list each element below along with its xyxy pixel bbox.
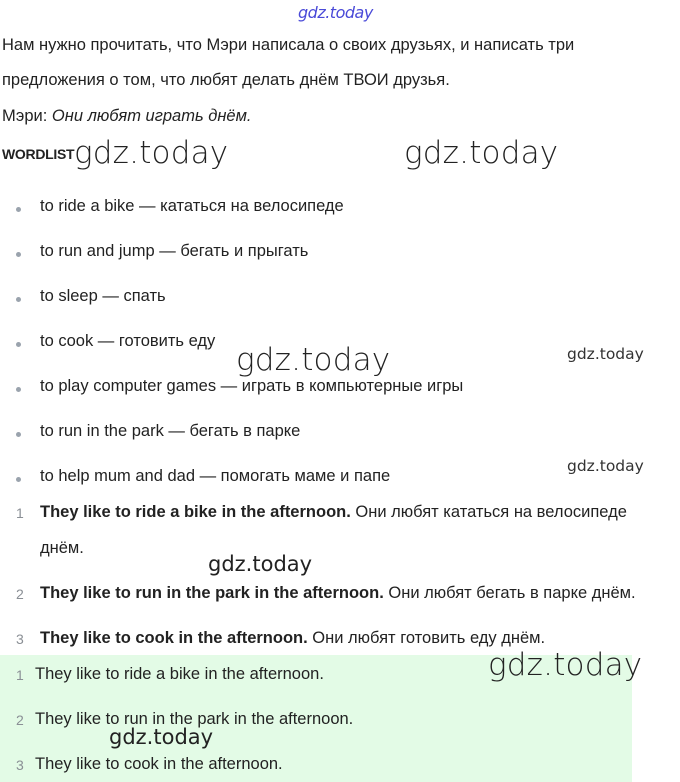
bullet-icon [16,387,21,392]
translation-line [40,584,636,603]
example-text: Они любят играть днём. [51,107,252,125]
answer-sentence: They like to cook in the afternoon. [35,755,283,773]
list-item: to run in the park — бегать в парке [40,422,301,440]
list-item: to ride a bike — кататься на велосипеде [40,197,344,215]
sentence-en: They like to run in the park in the afternoon. [40,584,384,602]
item-number: 1 [16,505,24,521]
watermark-top: gdz.today [298,3,373,22]
example-line [2,107,252,126]
sentence-ru-continued: днём. [40,539,84,557]
list-item: to play computer games — играть в компьютерные игры [40,377,464,395]
bullet-icon [16,342,21,347]
watermark: gdz.today [567,345,644,363]
translation-line [40,503,627,522]
watermark: gdz.today [488,647,643,683]
list-item: to help mum and dad — помогать маме и папе [40,467,391,485]
example-prefix: Мэри: [2,107,52,125]
bullet-icon [16,207,21,212]
translation-line [40,629,545,648]
item-number: 2 [16,586,24,602]
intro-line-2: предложения о том, что любят делать днём ТВОИ друзья. [2,71,450,89]
sentence-en: They like to cook in the afternoon. [40,629,308,647]
intro-line-1: Нам нужно прочитать, что Мэри написала о своих друзьях, и написать три [2,36,575,54]
sentence-en: They like to ride a bike in the afternoon. [40,503,351,521]
list-item: to sleep — спать [40,287,166,305]
item-number: 3 [16,757,24,773]
bullet-icon [16,477,21,482]
list-item: to run and jump — бегать и прыгать [40,242,309,260]
sentence-ru: Они любят готовить еду днём. [307,629,546,647]
watermark: gdz.today [567,457,644,475]
answer-sentence: They like to ride a bike in the afternoon. [35,665,324,683]
watermark: gdz.today [109,725,214,749]
watermark: gdz.today [74,135,229,171]
answer-sentence: They like to run in the park in the afternoon. [35,710,354,728]
bullet-icon [16,432,21,437]
watermark: gdz.today [208,552,313,576]
watermark: gdz.today [404,135,559,171]
item-number: 2 [16,712,24,728]
watermark: gdz.today [236,342,391,378]
bullet-icon [16,297,21,302]
sentence-ru: Они любят кататься на велосипеде [350,503,627,521]
item-number: 1 [16,667,24,683]
wordlist-title: WORDLIST [2,146,75,162]
bullet-icon [16,252,21,257]
item-number: 3 [16,631,24,647]
list-item: to cook — готовить еду [40,332,216,350]
sentence-ru: Они любят бегать в парке днём. [383,584,636,602]
